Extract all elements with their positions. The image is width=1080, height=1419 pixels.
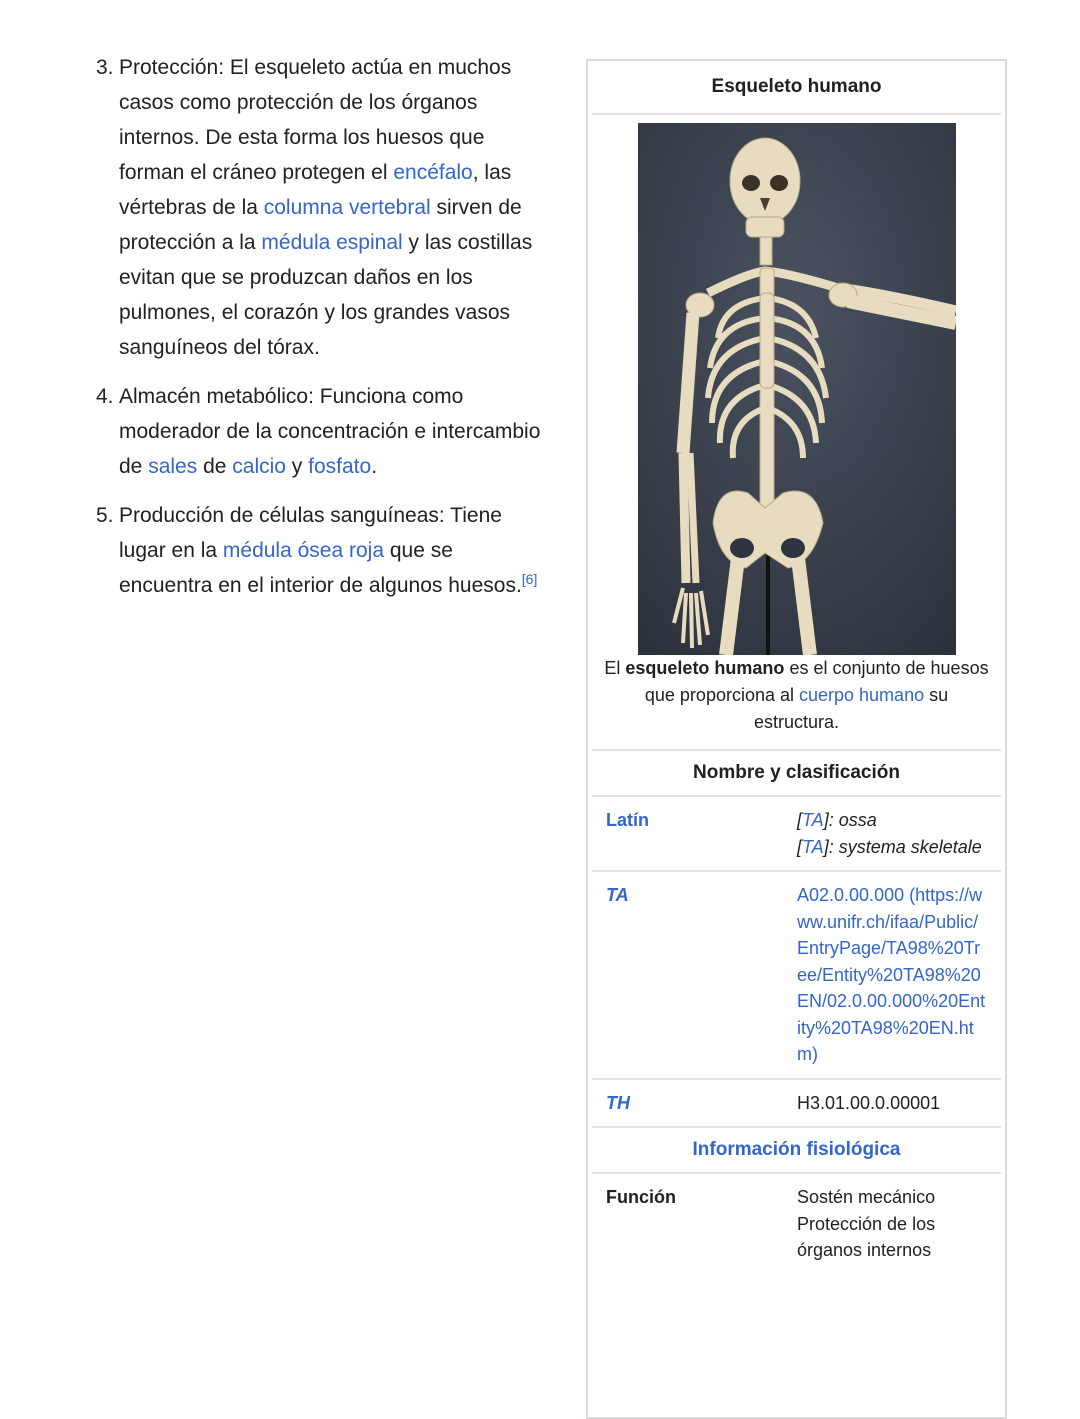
link-ta-code[interactable]: A02.0.00.000 (https://www.unifr.ch/ifaa/Public/EntryPage/TA98%20Tree/Entity%20TA98%20EN/02.0.00.000%20Entity%20TA98%20EN.htm): [797, 885, 986, 1064]
row-ta: [592, 872, 1001, 1080]
link-fosfato[interactable]: fosfato: [308, 455, 372, 478]
caption-text: es el conjunto de huesos que proporciona al: [644, 658, 989, 705]
caption-text: su estructura.: [753, 685, 949, 732]
item-text: .: [371, 455, 378, 478]
link-encefalo[interactable]: encéfalo: [393, 161, 473, 184]
link-ta[interactable]: TA: [802, 810, 824, 830]
funcion-line: Protección de los órganos internos: [797, 1213, 936, 1260]
section-header-nombre: Nombre y clasificación: [592, 751, 1001, 797]
caption-text: El: [604, 658, 626, 678]
label-funcion: Función: [606, 1187, 676, 1207]
reference-link[interactable]: [6]: [521, 571, 538, 587]
list-number: 3.: [96, 56, 114, 79]
list-number: 4.: [96, 385, 114, 408]
caption-bold: esqueleto humano: [625, 658, 785, 678]
link-columna-vertebral[interactable]: columna vertebral: [263, 196, 431, 219]
item-text: de: [197, 455, 233, 478]
link-medula-osea-roja[interactable]: médula ósea roja: [222, 539, 385, 562]
item-text: sirven de protección a la: [119, 196, 522, 254]
list-number: 5.: [96, 504, 114, 527]
article-list: [92, 50, 552, 617]
item-text: Protección: El esqueleto actúa en muchos casos como protección de los órganos internos. De esta forma los huesos que forman el cráneo protegen el: [119, 56, 512, 184]
label-th[interactable]: TH: [606, 1092, 630, 1113]
list-item: [92, 379, 552, 484]
item-text: que se encuentra en el interior de algunos huesos.: [119, 539, 522, 597]
infobox-title: Esqueleto humano: [592, 61, 1001, 115]
value-latin: [797, 807, 997, 860]
item-text: Almacén metabólico: Funciona como moderador de la concentración e intercambio de: [119, 385, 541, 478]
link-medula-espinal[interactable]: médula espinal: [261, 231, 403, 254]
row-th: [592, 1080, 1001, 1129]
bracket: ]: [823, 836, 829, 857]
link-cuerpo-humano[interactable]: cuerpo humano: [799, 685, 925, 705]
item-text: y: [285, 455, 309, 478]
label-latin: Latín: [606, 810, 649, 830]
link-calcio[interactable]: calcio: [232, 455, 286, 478]
bracket: ]: [823, 810, 829, 830]
section-header-fisiologica[interactable]: Información fisiológica: [592, 1128, 1001, 1174]
list-item: [92, 50, 552, 365]
value-funcion: [797, 1184, 997, 1264]
row-latin: [592, 797, 1001, 872]
list-item: [92, 498, 552, 603]
bracket: [: [797, 836, 803, 857]
infobox: [586, 59, 1007, 1419]
item-text: y las costillas evitan que se produzcan daños en los pulmones, el corazón y los grandes vasos sanguíneos del tórax.: [119, 231, 533, 359]
value-th: H3.01.00.0.00001: [797, 1092, 941, 1113]
item-text: , las vértebras de la: [119, 161, 512, 219]
funcion-line: Sostén mecánico: [797, 1187, 936, 1207]
infobox-caption: [592, 655, 1001, 751]
latin-text: : ossa: [828, 810, 877, 830]
item-text: Producción de células sanguíneas: Tiene lugar en la: [119, 504, 502, 562]
row-funcion: [592, 1174, 1001, 1274]
link-ta[interactable]: TA: [802, 836, 824, 857]
bracket: [: [797, 810, 803, 830]
link-sales[interactable]: sales: [148, 455, 198, 478]
latin-text: : systema skeletale: [828, 836, 982, 857]
label-ta[interactable]: TA: [606, 885, 629, 905]
skeleton-image[interactable]: [638, 123, 956, 655]
